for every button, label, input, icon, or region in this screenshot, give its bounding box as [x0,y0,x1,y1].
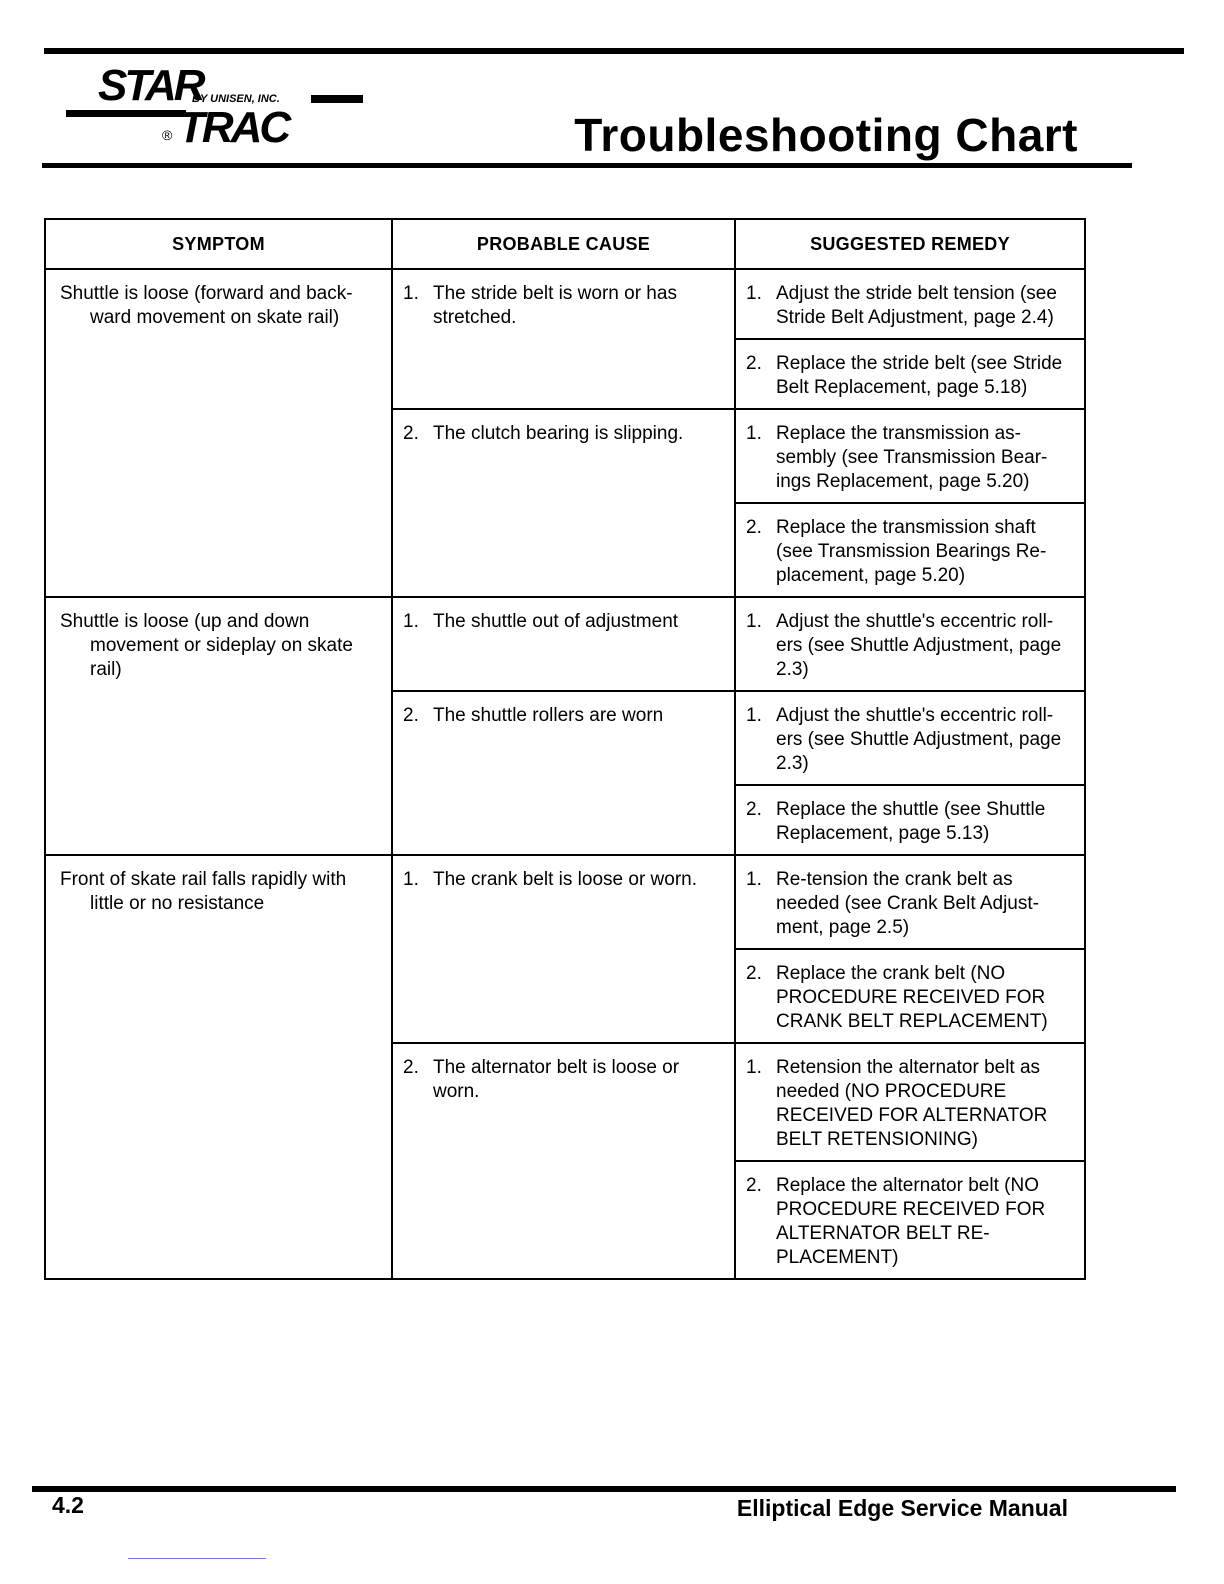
cause-number: 2. [403,1057,419,1078]
symptom-cell [45,269,392,597]
remedy-number: 2. [746,353,762,374]
header-rule [42,163,1132,168]
logo-trac-text: TRAC [178,103,289,152]
cause-cell [392,855,735,1043]
remedy-number: 1. [746,1057,762,1078]
remedy-text: Replace the transmission shaft (see Transmission Bearings Re-placement, page 5.20) [776,517,1047,586]
symptom-cell [45,855,392,1279]
page-number: 4.2 [52,1492,84,1518]
cause-text: The shuttle rollers are worn [433,705,664,726]
remedy-number: 1. [746,283,762,304]
cause-cell [392,1043,735,1279]
symptom-text: Shuttle is loose (up and down movement or sideplay on skate rail) [60,611,353,680]
remedy-text: Replace the crank belt (NO PROCEDURE RECEIVED FOR CRANK BELT REPLACEMENT) [776,963,1048,1032]
cause-text: The clutch bearing is slipping. [433,423,684,444]
troubleshooting-table [44,218,1086,1280]
cause-cell [392,597,735,691]
cause-text: The shuttle out of adjustment [433,611,679,632]
table-row [45,597,1085,691]
remedy-cell [735,855,1085,949]
cause-number: 2. [403,705,419,726]
remedy-number: 2. [746,963,762,984]
remedy-number: 2. [746,517,762,538]
top-rule [44,48,1184,54]
cause-cell [392,269,735,409]
remedy-number: 2. [746,799,762,820]
cause-number: 2. [403,423,419,444]
cause-number: 1. [403,869,419,890]
remedy-cell [735,949,1085,1043]
link-underline [128,1558,266,1559]
header-suggested-remedy: SUGGESTED REMEDY [735,219,1085,269]
cause-text: The alternator belt is loose or worn. [433,1057,680,1102]
star-trac-logo [66,60,366,156]
page-title: Troubleshooting Chart [574,109,1078,161]
remedy-cell [735,1043,1085,1161]
remedy-text: Replace the shuttle (see Shuttle Replacement, page 5.13) [776,799,1046,844]
remedy-cell [735,503,1085,597]
table-row [45,269,1085,339]
remedy-text: Replace the transmission as-sembly (see Transmission Bear-ings Replacement, page 5.20) [776,423,1048,492]
remedy-text: Adjust the stride belt tension (see Stride Belt Adjustment, page 2.4) [776,283,1057,328]
cause-number: 1. [403,283,419,304]
remedy-cell [735,409,1085,503]
remedy-text: Retension the alternator belt as needed (NO PROCEDURE RECEIVED FOR ALTERNATOR BELT RETENSIONING) [776,1057,1048,1150]
header-probable-cause: PROBABLE CAUSE [392,219,735,269]
remedy-text: Adjust the shuttle's eccentric roll-ers (see Shuttle Adjustment, page 2.3) [776,705,1062,774]
remedy-cell [735,691,1085,785]
manual-title: Elliptical Edge Service Manual [736,1495,1068,1521]
remedy-cell [735,597,1085,691]
logo-star-text: STAR [98,61,203,110]
table-row [45,855,1085,949]
symptom-cell [45,597,392,855]
remedy-cell [735,785,1085,855]
symptom-text: Shuttle is loose (forward and back-ward movement on skate rail) [60,283,353,328]
remedy-text: Replace the stride belt (see Stride Belt Replacement, page 5.18) [776,353,1063,398]
cause-number: 1. [403,611,419,632]
header-symptom: SYMPTOM [45,219,392,269]
table-header-row [45,219,1085,269]
remedy-number: 2. [746,1175,762,1196]
remedy-cell [735,339,1085,409]
remedy-number: 1. [746,611,762,632]
cause-cell [392,691,735,855]
remedy-cell [735,1161,1085,1279]
footer-rule [32,1486,1176,1492]
cause-text: The stride belt is worn or has stretched. [433,283,677,328]
cause-text: The crank belt is loose or worn. [433,869,698,890]
remedy-number: 1. [746,705,762,726]
remedy-number: 1. [746,869,762,890]
remedy-text: Re-tension the crank belt as needed (see Crank Belt Adjust-ment, page 2.5) [776,869,1039,938]
logo-tagline: BY UNISEN, INC. [192,93,280,105]
svg-text:®: ® [162,127,173,143]
remedy-cell [735,269,1085,339]
symptom-text: Front of skate rail falls rapidly with little or no resistance [60,869,347,914]
cause-cell [392,409,735,597]
remedy-text: Replace the alternator belt (NO PROCEDURE RECEIVED FOR ALTERNATOR BELT RE-PLACEMENT) [776,1175,1046,1268]
remedy-number: 1. [746,423,762,444]
remedy-text: Adjust the shuttle's eccentric roll-ers (see Shuttle Adjustment, page 2.3) [776,611,1062,680]
